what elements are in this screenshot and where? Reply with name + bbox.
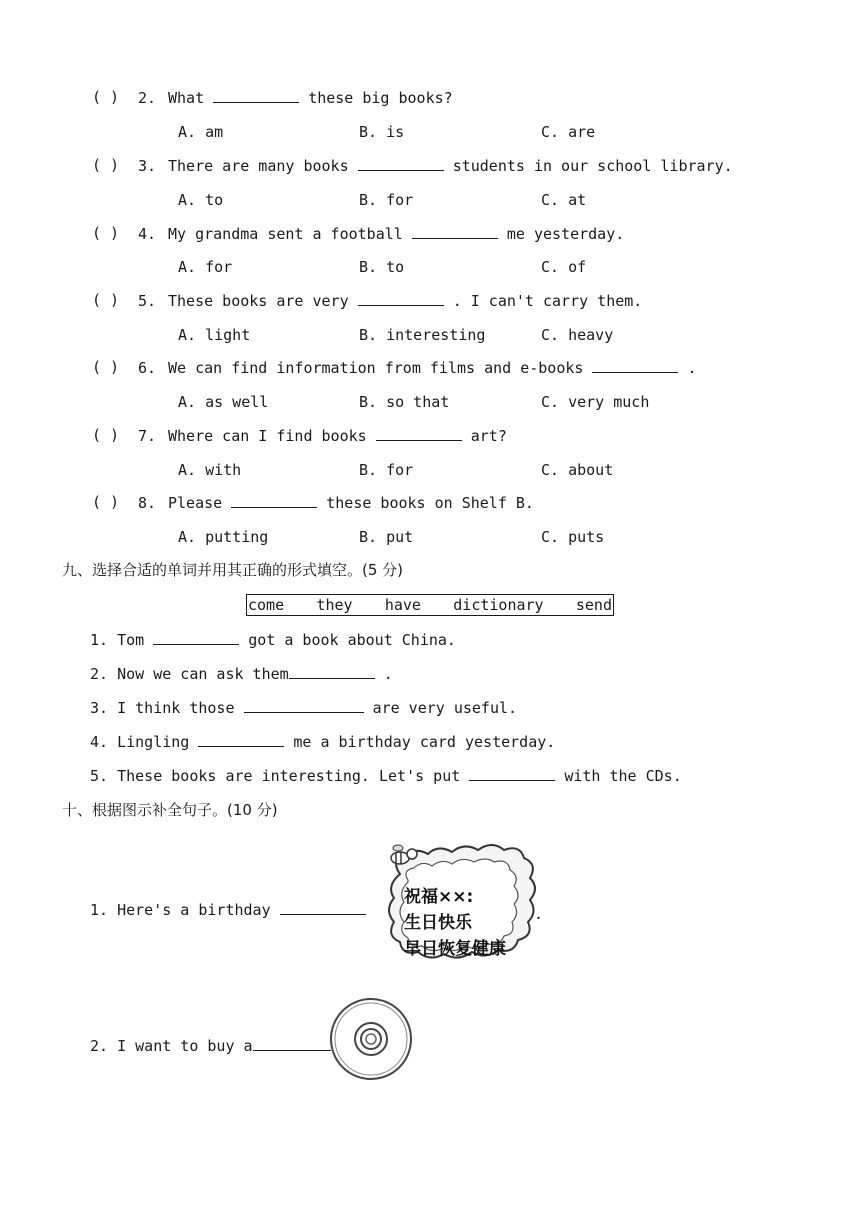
answer-paren[interactable]: ( ): [92, 156, 120, 174]
answer-paren[interactable]: ( ): [92, 493, 120, 511]
blank[interactable]: [153, 630, 239, 645]
option-c[interactable]: C. heavy: [541, 326, 614, 344]
blank[interactable]: [412, 224, 498, 239]
option-c[interactable]: C. of: [541, 258, 587, 276]
question-number: 6.: [138, 359, 157, 377]
word-bank-item: dictionary: [453, 596, 544, 614]
greeting-card-image: [380, 844, 540, 980]
option-b[interactable]: B. is: [359, 123, 405, 141]
card-line: 祝福××:: [404, 887, 474, 907]
blank[interactable]: [592, 358, 678, 373]
option-a[interactable]: A. to: [178, 191, 224, 209]
question-text: Please these books on Shelf B.: [168, 494, 534, 512]
answer-paren[interactable]: ( ): [92, 291, 120, 309]
option-a[interactable]: A. light: [178, 326, 251, 344]
blank[interactable]: [289, 664, 375, 679]
section-9-title: 九、选择合适的单词并用其正确的形式填空。(5 分): [62, 561, 404, 579]
question-text: What these big books?: [168, 89, 453, 107]
answer-paren[interactable]: ( ): [92, 88, 120, 106]
blank[interactable]: [213, 88, 299, 103]
answer-paren[interactable]: ( ): [92, 224, 120, 242]
blank[interactable]: [244, 698, 364, 713]
blank[interactable]: [469, 766, 555, 781]
cd-image: [328, 996, 414, 1082]
option-a[interactable]: A. am: [178, 123, 224, 141]
answer-paren[interactable]: ( ): [92, 426, 120, 444]
blank[interactable]: [358, 156, 444, 171]
option-c[interactable]: C. puts: [541, 528, 605, 546]
fill-item-2: 2. Now we can ask them .: [90, 665, 393, 683]
question-text: These books are very . I can't carry them.: [168, 292, 643, 310]
word-bank-item: send: [575, 596, 612, 614]
option-a[interactable]: A. as well: [178, 393, 269, 411]
blank[interactable]: [231, 493, 317, 508]
word-bank-item: have: [384, 596, 421, 614]
option-c[interactable]: C. about: [541, 461, 614, 479]
option-a[interactable]: A. with: [178, 461, 242, 479]
fill-item-4: 4. Lingling me a birthday card yesterday.: [90, 733, 556, 751]
question-number: 7.: [138, 427, 157, 445]
card-line: 生日快乐: [404, 913, 472, 933]
blank[interactable]: [280, 900, 366, 915]
option-b[interactable]: B. interesting: [359, 326, 486, 344]
answer-paren[interactable]: ( ): [92, 358, 120, 376]
picture-item-1: 1. Here's a birthday: [90, 900, 366, 920]
question-number: 5.: [138, 292, 157, 310]
question-number: 3.: [138, 157, 157, 175]
cd-icon: [328, 996, 414, 1082]
fill-item-1: 1. Tom got a book about China.: [90, 631, 456, 649]
question-text: We can find information from films and e-books .: [168, 359, 697, 377]
option-b[interactable]: B. so that: [359, 393, 450, 411]
blank[interactable]: [358, 291, 444, 306]
picture-item-1-period: .: [534, 905, 544, 923]
word-bank: [246, 594, 614, 616]
word-bank-item: they: [316, 596, 353, 614]
option-c[interactable]: C. are: [541, 123, 596, 141]
option-b[interactable]: B. put: [359, 528, 414, 546]
fill-item-3: 3. I think those are very useful.: [90, 699, 518, 717]
question-text: My grandma sent a football me yesterday.: [168, 225, 625, 243]
option-b[interactable]: B. for: [359, 461, 414, 479]
question-number: 4.: [138, 225, 157, 243]
option-a[interactable]: A. putting: [178, 528, 269, 546]
option-b[interactable]: B. to: [359, 258, 405, 276]
question-text: Where can I find books art?: [168, 427, 507, 445]
blank[interactable]: [376, 426, 462, 441]
option-a[interactable]: A. for: [178, 258, 233, 276]
blank[interactable]: [198, 732, 284, 747]
word-bank-item: come: [248, 596, 285, 614]
blank[interactable]: [253, 1036, 331, 1051]
option-c[interactable]: C. at: [541, 191, 587, 209]
question-text: There are many books students in our school library.: [168, 157, 733, 175]
picture-item-2: 2. I want to buy a: [90, 1036, 331, 1056]
fill-item-5: 5. These books are interesting. Let's put with the CDs.: [90, 767, 682, 785]
option-c[interactable]: C. very much: [541, 393, 650, 411]
question-number: 8.: [138, 494, 157, 512]
card-line: 早日恢复健康: [404, 939, 506, 959]
option-b[interactable]: B. for: [359, 191, 414, 209]
section-10-title: 十、根据图示补全句子。(10 分): [62, 801, 278, 819]
question-number: 2.: [138, 89, 157, 107]
